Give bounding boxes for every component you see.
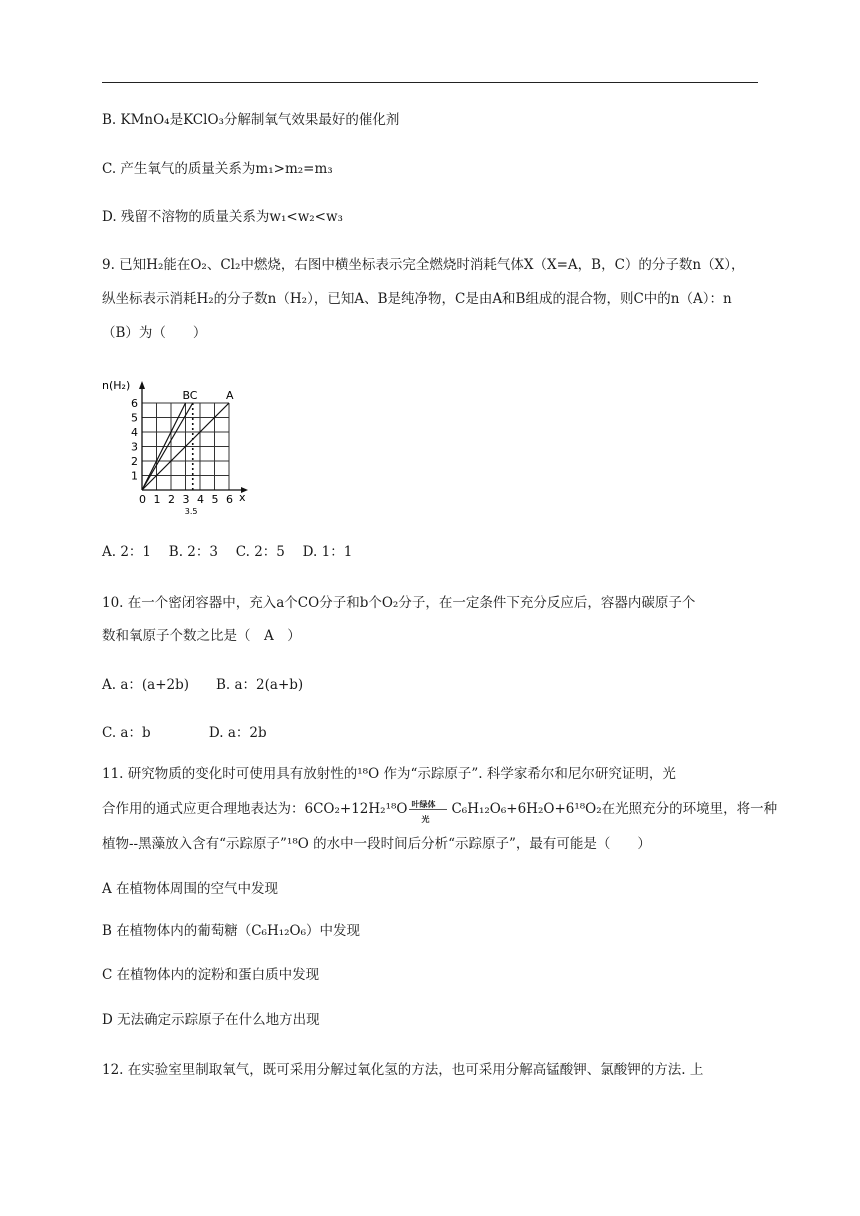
y-tick-label: 1	[131, 469, 138, 483]
q11-option-a: A 在植物体周围的空气中发现	[102, 881, 279, 897]
x-tick-label: 6	[226, 493, 233, 506]
series-label-B: B	[182, 389, 191, 402]
q9-options: A. 2：1 B. 2：3 C. 2：5 D. 1：1	[102, 544, 353, 560]
q8-option-b: B. KMnO₄是KClO₃分解制氧气效果最好的催化剂	[102, 112, 400, 128]
x-axis-label: x	[239, 491, 246, 504]
arrow-condition-top: 叶绿体	[411, 798, 436, 809]
x-tick-label: 5	[211, 493, 219, 506]
q11-option-d: D 无法确定示踪原子在什么地方出现	[102, 1012, 320, 1028]
x-tick-label: 1	[153, 493, 161, 506]
y-tick-label: 4	[131, 426, 138, 439]
y-axis-arrow	[139, 381, 145, 389]
chart-labels	[102, 379, 246, 516]
y-tick-label: 2	[131, 455, 138, 468]
q9-chart	[100, 372, 260, 520]
q8-option-c: C. 产生氧气的质量关系为m₁>m₂=m₃	[102, 161, 333, 177]
series-label-A: A	[226, 389, 234, 402]
x-tick-label: 2	[168, 493, 175, 506]
q11-stem-line3: 植物--黑藻放入含有“示踪原子”¹⁸O 的水中一段时间后分析“示踪原子”，最有可能是（ ）	[102, 836, 651, 852]
x-tick-label: 4	[197, 493, 204, 506]
q8-option-d: D. 残留不溶物的质量关系为w₁<w₂<w₃	[102, 209, 343, 225]
q12-stem-line1: 12. 在实验室里制取氧气，既可采用分解过氧化氢的方法，也可采用分解高锰酸钾、氯酸钾的方法. 上	[102, 1062, 704, 1078]
q11-equation-line	[102, 798, 778, 824]
q11-option-b: B 在植物体内的葡萄糖（C₆H₁₂O₆）中发现	[102, 923, 361, 939]
q9-stem-line2: 纵坐标表示消耗H₂的分子数n（H₂），已知A、B是纯净物，C是由A和B组成的混合物，则C中的n（A）：n	[102, 291, 732, 307]
q9-stem-line3: （B）为（ ）	[102, 325, 207, 341]
header-rule	[102, 82, 758, 83]
q10-options-cd: C. a：b D. a：2b	[102, 725, 267, 741]
y-axis-label: n(H₂)	[102, 379, 131, 392]
x-tick-label: 0	[139, 493, 146, 506]
q10-options-ab: A. a：(a+2b) B. a：2(a+b)	[102, 677, 304, 693]
arrow-condition-bottom: 光	[421, 813, 430, 824]
q11-equation-prefix: 合作用的通式应更合理地表达为：6CO₂+12H₂¹⁸O	[102, 801, 408, 817]
q11-equation-suffix: C₆H₁₂O₆+6H₂O+6¹⁸O₂在光照充分的环境里，将一种	[451, 801, 778, 817]
q11-option-c: C 在植物体内的淀粉和蛋白质中发现	[102, 967, 320, 983]
reaction-arrow	[407, 798, 451, 824]
y-tick-label: 6	[131, 397, 138, 410]
q11-stem-line1: 11. 研究物质的变化时可使用具有放射性的¹⁸O 作为“示踪原子”. 科学家希尔和尼尔研究证明，光	[102, 766, 676, 782]
extra-tick-label: 3.5	[184, 507, 198, 516]
series-label-C: C	[189, 389, 198, 402]
q10-stem-line2: 数和氧原子个数之比是（ A ）	[102, 628, 301, 644]
x-tick-label: 3	[182, 493, 190, 506]
y-tick-label: 3	[131, 440, 138, 454]
q9-stem-line1: 9. 已知H₂能在O₂、Cl₂中燃烧，右图中横坐标表示完全燃烧时消耗气体X（X=A，B，C）的分子数n（X），	[102, 257, 745, 273]
y-tick-label: 5	[131, 411, 138, 425]
q10-stem-line1: 10. 在一个密闭容器中，充入a个CO分子和b个O₂分子，在一定条件下充分反应后，容器内碳原子个	[102, 595, 696, 611]
